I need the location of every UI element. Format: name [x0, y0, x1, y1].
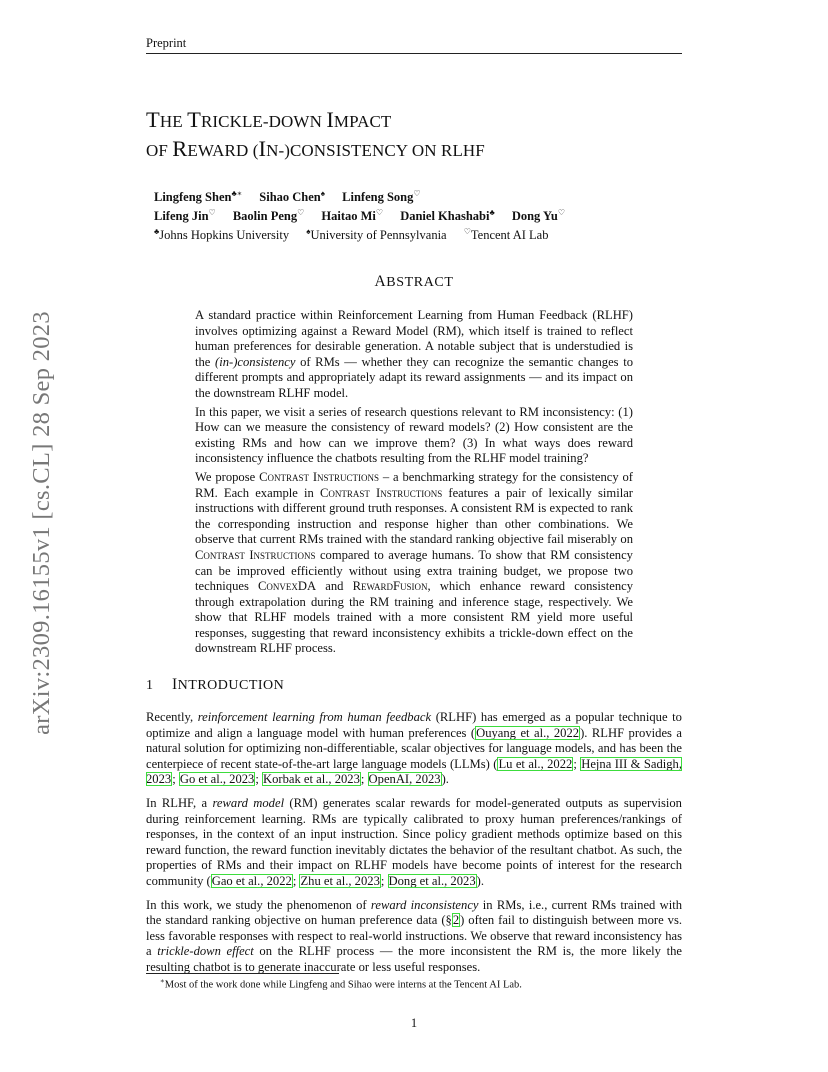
- arxiv-identifier: arXiv:2309.16155v1 [cs.CL] 28 Sep 2023: [28, 310, 55, 735]
- affiliations: [154, 224, 565, 243]
- author-block: [154, 186, 565, 243]
- abstract-paragraph: In this paper, we visit a series of research questions relevant to RM inconsistency: (1) How can we measure the consistency of reward models? (2) How consistent are the existing RMs and how can we improve them? (3) In what ways does reward inconsistency influence the chatbots resulting from the RLHF model training?: [195, 404, 633, 466]
- abstract-body: [195, 308, 633, 660]
- citation-link[interactable]: OpenAI, 2023: [368, 772, 441, 787]
- author-row-2: [154, 205, 565, 224]
- author: Dong Yu♡: [511, 208, 565, 224]
- title-line-2: OF REWARD (IN-)CONSISTENCY ON RLHF: [146, 136, 485, 161]
- section-heading-introduction: 1 INTRODUCTION: [146, 676, 285, 693]
- footnote: ∗Most of the work done while Lingfeng and Sihao were interns at the Tencent AI Lab.: [160, 977, 522, 991]
- affiliation: ♣Johns Hopkins University: [154, 227, 290, 243]
- author: Sihao Chen♠: [259, 189, 326, 205]
- author: Baolin Peng♡: [232, 208, 305, 224]
- body-paragraph: In RLHF, a reward model (RM) generates scalar rewards for model-generated outputs as supervision during reinforcement learning. RMs are typically calibrated to proxy human preferences/rankings of responses, in the context of an input instruction. Since policy gradient methods optimize based on this reward function, the reward function inevitably dictates the behavior of the resultant chatbot. As such, the properties of RMs and their impact on RLHF models have become points of interest for the research community (Gao et al., 2022; Zhu et al., 2023; Dong et al., 2023).: [146, 795, 682, 888]
- introduction-body: [146, 710, 682, 984]
- arxiv-sidebar: [22, 290, 62, 755]
- citation-link[interactable]: Korbak et al., 2023: [263, 772, 360, 787]
- header-rule: [146, 53, 682, 54]
- running-header: Preprint: [146, 36, 187, 50]
- citation-link[interactable]: Lu et al., 2022: [498, 756, 573, 771]
- citation-link[interactable]: Go et al., 2023: [179, 772, 255, 787]
- citation-link[interactable]: Dong et al., 2023: [388, 873, 476, 888]
- author: Lifeng Jin♡: [154, 208, 216, 224]
- body-paragraph: Recently, reinforcement learning from human feedback (RLHF) has emerged as a popular technique to optimize and align a language model with human preferences (Ouyang et al., 2022). RLHF provides a natural solution for optimizing non-differentiable, scalar objectives for language models, and has been the centerpiece of recent state-of-the-art large language models (LLMs) (Lu et al., 2022; Hejna III & Sadigh, 2023; Go et al., 2023; Korbak et al., 2023; OpenAI, 2023).: [146, 710, 682, 787]
- abstract-heading: ABSTRACT: [374, 273, 454, 290]
- abstract-paragraph: A standard practice within Reinforcement Learning from Human Feedback (RLHF) involves optimizing against a Reward Model (RM), which itself is trained to reflect human preferences for desirable generation. A notable subject that is understudied is the (in-)consistency of RMs — whether they can recognize the semantic changes to different prompts and appropriately adapt its reward assignments — and its impact on the downstream RLHF model.: [195, 308, 633, 400]
- affiliation: ♠University of Pennsylvania: [306, 227, 447, 243]
- citation-link[interactable]: Zhu et al., 2023: [300, 873, 380, 888]
- author: Lingfeng Shen♣∗: [154, 189, 243, 205]
- body-paragraph: In this work, we study the phenomenon of reward inconsistency in RMs, i.e., current RMs trained with the standard ranking objective on human preference data (§2) often fail to distinguish between more vs. less favorable responses with respect to real-world instructions. We observe that reward inconsistency has a trickle-down effect on the RLHF process — the more inconsistent the RM is, the more likely the resulting chatbot is to generate inaccurate or less useful responses.: [146, 897, 683, 974]
- affiliation: ♡Tencent AI Lab: [463, 227, 549, 243]
- section-ref-link[interactable]: 2: [452, 913, 460, 928]
- page-number: 1: [410, 1016, 418, 1030]
- paper-title: [146, 106, 485, 164]
- author: Linfeng Song♡: [342, 189, 421, 205]
- footnote-rule: [146, 973, 339, 974]
- author: Haitao Mi♡: [321, 208, 384, 224]
- author: Daniel Khashabi♣: [400, 208, 495, 224]
- abstract-paragraph: We propose Contrast Instructions – a benchmarking strategy for the consistency of RM. Each example in Contrast Instructions features a pair of lexically similar instructions with different ground truth responses. A consistent RM is expected to rank the corresponding instruction and response higher than other combinations. We observe that current RMs trained with the standard ranking objective fail miserably on Contrast Instructions compared to average humans. To show that RM consistency can be improved efficiently without using extra training budget, we propose two techniques ConvexDA and RewardFusion, which enhance reward consistency through extrapolation during the RM training and inference stage, respectively. We show that RLHF models trained with a more consistent RM yield more useful responses, suggesting that reward inconsistency exhibits a trickle-down effect on the downstream RLHF process.: [195, 469, 634, 656]
- citation-link[interactable]: Gao et al., 2022: [211, 873, 292, 888]
- citation-link[interactable]: Hejna III & Sadigh, 2023: [146, 756, 682, 787]
- citation-link[interactable]: Ouyang et al., 2022: [476, 725, 580, 740]
- author-row-1: [154, 186, 565, 205]
- title-line-1: THE TRICKLE-DOWN IMPACT: [146, 107, 392, 132]
